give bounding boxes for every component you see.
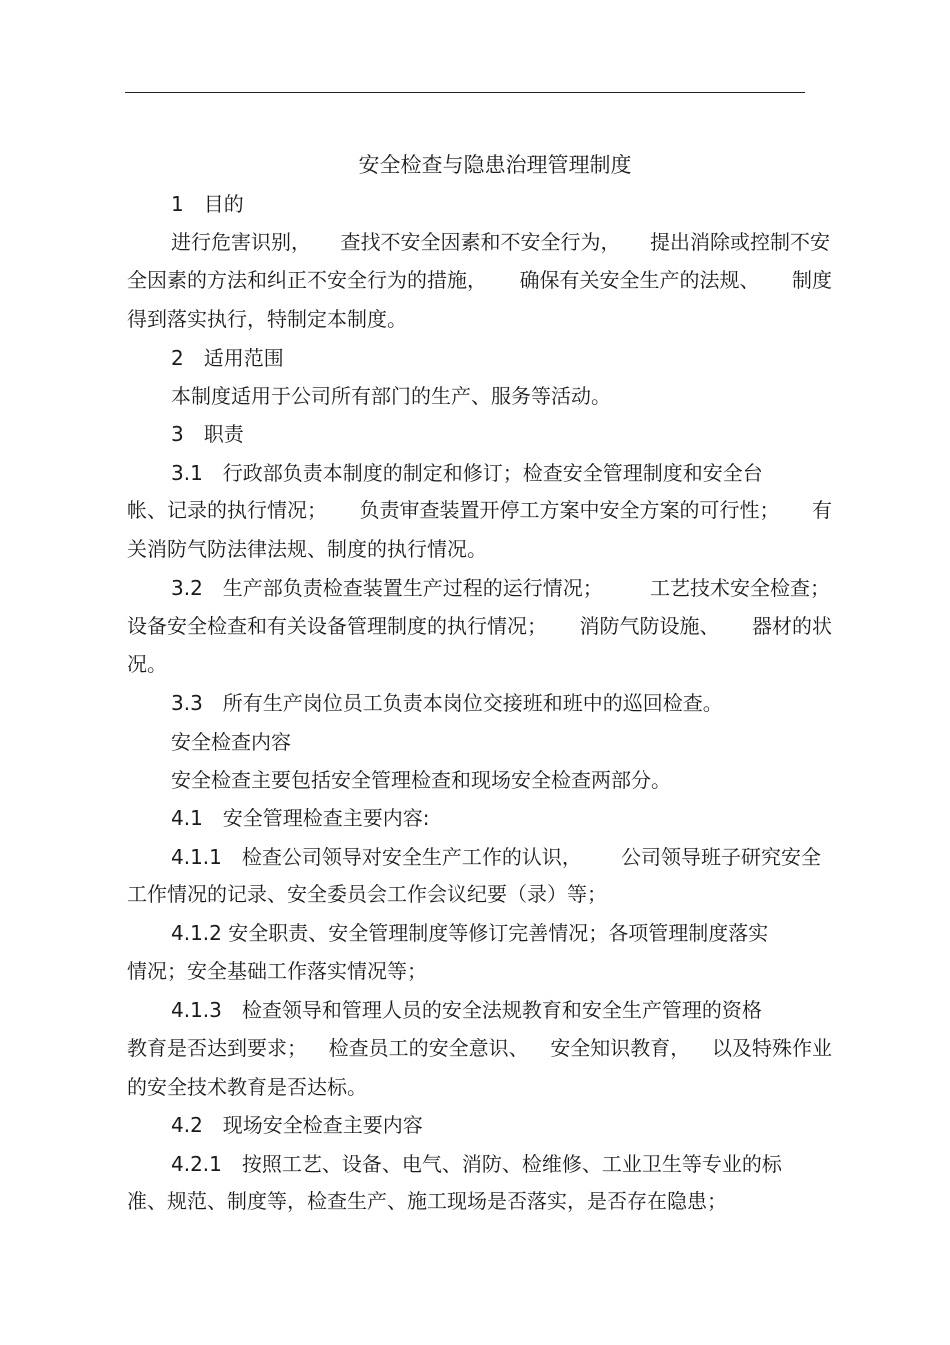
subsection-heading: 4.1 安全管理检查主要内容: <box>171 806 430 830</box>
paragraph-line: 的安全技术教育是否达标。 <box>127 1075 367 1099</box>
document-title: 安全检查与隐患治理管理制度 <box>358 153 632 177</box>
paragraph-line: 安全检查主要包括安全管理检查和现场安全检查两部分。 <box>171 768 671 792</box>
paragraph-line: 情况；安全基础工作落实情况等； <box>127 959 427 983</box>
section-heading-content: 安全检查内容 <box>171 730 291 754</box>
subsection-heading: 4.2 现场安全检查主要内容 <box>171 1113 423 1137</box>
paragraph-line: 4.1.3 检查领导和管理人员的安全法规教育和安全生产管理的资格 <box>171 998 762 1022</box>
paragraph-line: 全因素的方法和纠正不安全行为的措施， 确保有关安全生产的法规、 制度 <box>127 268 832 292</box>
paragraph-line: 3.2 生产部负责检查装置生产过程的运行情况； 工艺技术安全检查； <box>171 576 830 600</box>
paragraph-line: 4.1.2 安全职责、安全管理制度等修订完善情况；各项管理制度落实 <box>171 921 769 945</box>
paragraph-line: 3.3 所有生产岗位员工负责本岗位交接班和班中的巡回检查。 <box>171 691 723 715</box>
section-heading-purpose: 1 目的 <box>171 192 244 216</box>
paragraph-line: 教育是否达到要求； 检查员工的安全意识、 安全知识教育， 以及特殊作业 <box>127 1036 832 1060</box>
section-heading-scope: 2 适用范围 <box>171 346 284 370</box>
paragraph-line: 准、规范、制度等，检查生产、施工现场是否落实，是否存在隐患； <box>127 1189 727 1213</box>
paragraph-line: 4.1.1 检查公司领导对安全生产工作的认识， 公司领导班子研究安全 <box>171 845 821 869</box>
paragraph-line: 得到落实执行，特制定本制度。 <box>127 307 407 331</box>
paragraph-line: 本制度适用于公司所有部门的生产、服务等活动。 <box>171 384 611 408</box>
section-heading-duties: 3 职责 <box>171 422 244 446</box>
paragraph-line: 帐、记录的执行情况； 负责审查装置开停工方案中安全方案的可行性； 有 <box>127 498 832 522</box>
header-rule <box>125 92 805 93</box>
paragraph-line: 关消防气防法律法规、制度的执行情况。 <box>127 537 487 561</box>
paragraph-line: 工作情况的记录、安全委员会工作会议纪要（录）等； <box>127 882 607 906</box>
paragraph-line: 进行危害识别， 查找不安全因素和不安全行为， 提出消除或控制不安 <box>171 230 830 254</box>
paragraph-line: 3.1 行政部负责本制度的制定和修订；检查安全管理制度和安全台 <box>171 461 763 485</box>
paragraph-line: 设备安全检查和有关设备管理制度的执行情况； 消防气防设施、 器材的状 <box>127 614 832 638</box>
paragraph-line: 况。 <box>127 652 167 676</box>
paragraph-line: 4.2.1 按照工艺、设备、电气、消防、检维修、工业卫生等专业的标 <box>171 1152 782 1176</box>
